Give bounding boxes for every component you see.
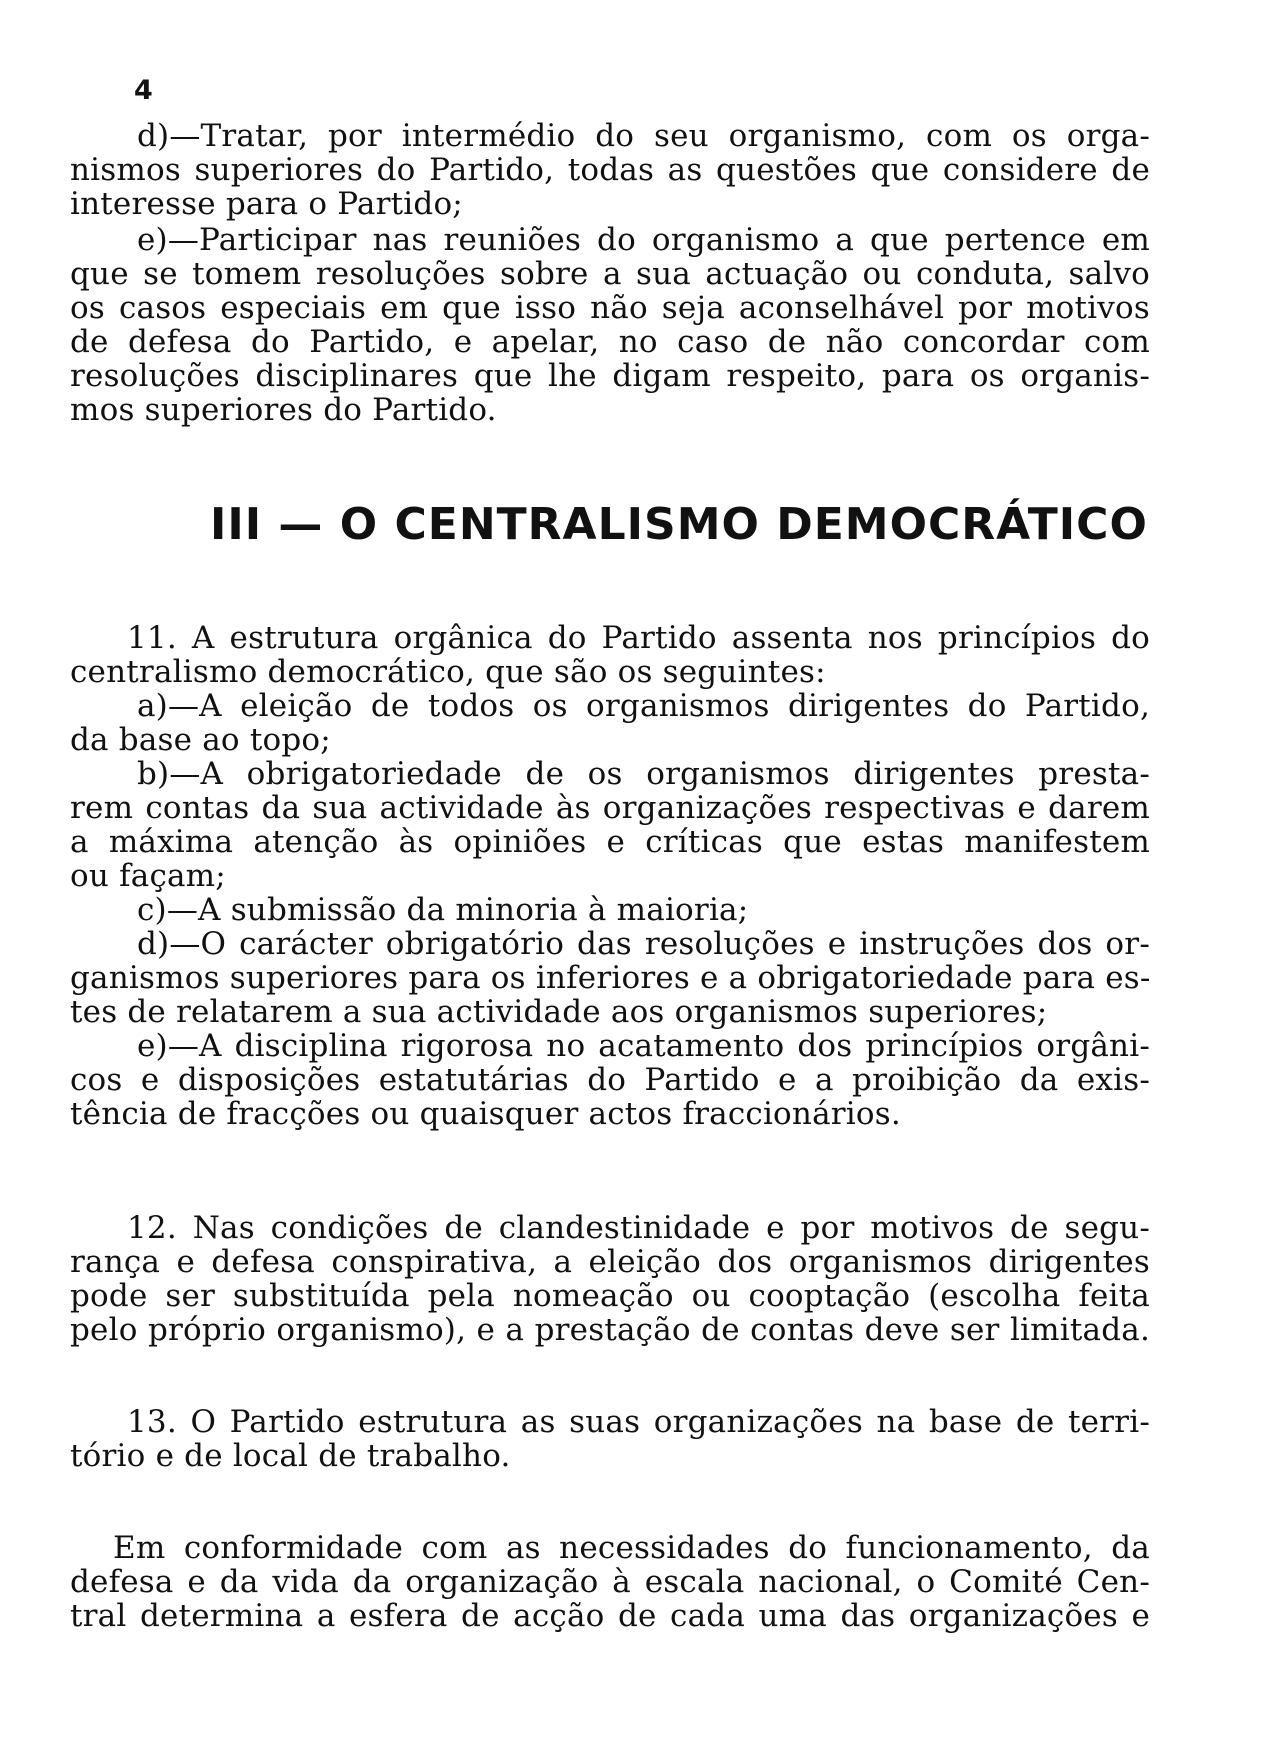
section-heading: III — O CENTRALISMO DEMOCRÁTICO xyxy=(210,499,1148,550)
text-line: que se tomem resoluções sobre a sua actuação ou conduta, salvo xyxy=(70,256,1150,292)
text-line: tência de fracções ou quaisquer actos fraccionários. xyxy=(70,1096,901,1132)
text-line: mos superiores do Partido. xyxy=(70,392,497,428)
text-line: d)—O carácter obrigatório das resoluções e instruções dos or- xyxy=(137,926,1150,962)
text-line: 11. A estrutura orgânica do Partido assenta nos princípios do xyxy=(127,620,1150,656)
text-line: e)—Participar nas reuniões do organismo a que pertence em xyxy=(137,222,1150,258)
text-line: pelo próprio organismo), e a prestação de contas deve ser limitada. xyxy=(70,1312,1150,1348)
text-line: rança e defesa conspirativa, a eleição dos organismos dirigentes xyxy=(70,1244,1150,1280)
text-line: defesa e da vida da organização à escala nacional, o Comité Cen- xyxy=(70,1564,1150,1600)
text-line: c)—A submissão da minoria à maioria; xyxy=(137,892,749,928)
text-line: e)—A disciplina rigorosa no acatamento dos princípios orgâni- xyxy=(137,1028,1150,1064)
text-line: b)—A obrigatoriedade de os organismos dirigentes presta- xyxy=(137,756,1150,792)
text-line: nismos superiores do Partido, todas as questões que considere de xyxy=(70,152,1150,188)
text-line: rem contas da sua actividade às organizações respectivas e darem xyxy=(70,790,1150,826)
text-line: a máxima atenção às opiniões e críticas que estas manifestem xyxy=(70,824,1150,860)
text-line: de defesa do Partido, e apelar, no caso de não concordar com xyxy=(70,324,1150,360)
text-line: centralismo democrático, que são os seguintes: xyxy=(70,654,826,690)
text-line: os casos especiais em que isso não seja aconselhável por motivos xyxy=(70,290,1150,326)
page-number: 4 xyxy=(134,75,153,106)
text-line: 12. Nas condições de clandestinidade e por motivos de segu- xyxy=(127,1210,1150,1246)
text-line: da base ao topo; xyxy=(70,722,331,758)
text-line: cos e disposições estatutárias do Partido e a proibição da exis- xyxy=(70,1062,1150,1098)
text-line: tório e de local de trabalho. xyxy=(70,1438,511,1474)
text-line: Em conformidade com as necessidades do funcionamento, da xyxy=(113,1530,1150,1566)
text-line: a)—A eleição de todos os organismos dirigentes do Partido, xyxy=(137,688,1150,724)
text-line: ou façam; xyxy=(70,858,226,894)
text-line: 13. O Partido estrutura as suas organizações na base de terri- xyxy=(127,1404,1150,1440)
text-line: resoluções disciplinares que lhe digam respeito, para os organis- xyxy=(70,358,1150,394)
text-line: interesse para o Partido; xyxy=(70,186,463,222)
text-line: tes de relatarem a sua actividade aos organismos superiores; xyxy=(70,994,1048,1030)
text-line: d)—Tratar, por intermédio do seu organismo, com os orga- xyxy=(137,118,1150,154)
text-line: pode ser substituída pela nomeação ou cooptação (escolha feita xyxy=(70,1278,1150,1314)
text-line: ganismos superiores para os inferiores e a obrigatoriedade para es- xyxy=(70,960,1151,996)
text-line: tral determina a esfera de acção de cada uma das organizações e xyxy=(70,1598,1150,1634)
